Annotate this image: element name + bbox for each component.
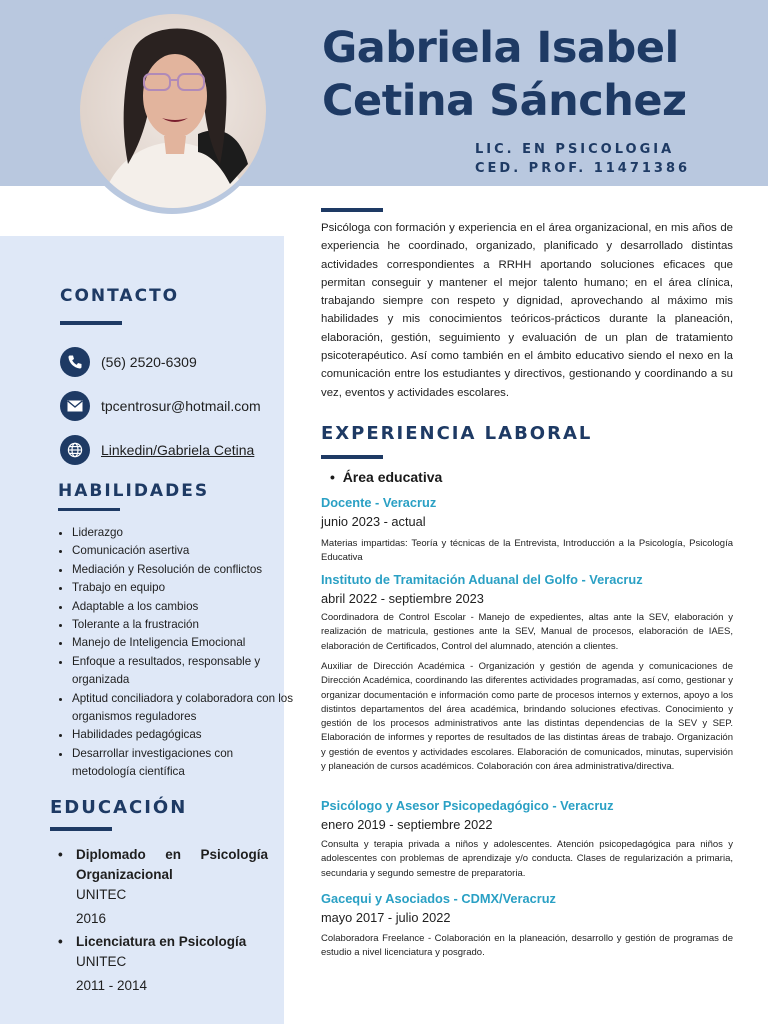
envelope-icon xyxy=(60,391,90,421)
job-description: Coordinadora de Control Escolar - Manejo de expedientes, altas ante la SEV, elaboración y realización de matricula, gestiones ante la SEV, Manual de procesos, elaboración de IAES, elaboración de Certificados, Control del alumnado, atención a clientes. xyxy=(321,612,733,652)
globe-icon xyxy=(60,435,90,465)
job-description: Materias impartidas: Teoría y técnicas de la Entrevista, Introducción a la Psicología, Psicología Educativa xyxy=(321,538,733,564)
education-accent-bar xyxy=(50,827,112,831)
name-line-2: Cetina Sánchez xyxy=(322,76,687,126)
skill-item: • Desarrollar investigaciones con metodología científica xyxy=(72,745,294,782)
skill-item: • Comunicación asertiva xyxy=(72,542,294,560)
job-description: Colaboradora Freelance - Colaboración en la planeación, desarrollo y gestión de programas de estudio a nivel licenciatura y posgrado. xyxy=(321,933,733,959)
skills-list xyxy=(56,524,294,782)
job-description: Consulta y terapia privada a niños y adolescentes. Atención psicopedagógica para niños y adolescentes con problemas de aprendizaje y/o conducta. Clases de regularización a primaria, secundaria y segundo semestre de preparatoria. xyxy=(321,839,733,879)
bullet-icon: • xyxy=(58,847,63,862)
school-name: UNITEC xyxy=(76,887,127,902)
bullet-icon: • xyxy=(330,469,343,485)
job-title: Docente - Veracruz xyxy=(321,495,437,510)
linkedin-link[interactable]: Linkedin/Gabriela Cetina xyxy=(101,442,255,458)
experience-accent-bar xyxy=(321,455,383,459)
job-title: Instituto de Tramitación Aduanal del Golfo - Veracruz xyxy=(321,572,643,587)
job-dates: mayo 2017 - julio 2022 xyxy=(321,910,451,925)
profile-photo xyxy=(80,14,266,208)
degree-name: Diplomado en Psicología Organizacional xyxy=(76,847,268,882)
job-dates: junio 2023 - actual xyxy=(321,514,426,529)
job-title: Gacequi y Asociados - CDMX/Veracruz xyxy=(321,891,556,906)
skills-heading: HABILIDADES xyxy=(58,481,210,501)
phone-icon xyxy=(60,347,90,377)
skill-item: • Habilidades pedagógicas xyxy=(72,726,294,744)
education-years: 2011 - 2014 xyxy=(76,978,148,993)
name-line-1: Gabriela Isabel xyxy=(322,23,679,73)
education-item xyxy=(58,845,268,929)
professional-degree: LIC. EN PSICOLOGIA xyxy=(475,142,675,157)
summary-accent-bar xyxy=(321,208,383,212)
job-dates: abril 2022 - septiembre 2023 xyxy=(321,591,484,606)
job-description: Auxiliar de Dirección Académica - Organización y gestión de agenda y comunicaciones de Dirección Académica, coordinando las diferentes actividades programadas, así como, gestionar y organizar documentación e información como parte de procesos internos y externos, apoyo a los distintos departamentos del área académica, brindando soluciones efectivas. Conocimiento y gestión de los procesos administrativos ante las distintas dependencias de la SEV y SEP. Elaboración de informes y reportes de resultados de las distintas áreas de trabajo. Organización y gestión de eventos y actividades escolares. Elaboración de comunicados, minutas, supervisión y planeación de cursos académicos. Colaboración con área administrativa/directiva. xyxy=(321,661,733,773)
email-address[interactable]: tpcentrosur@hotmail.com xyxy=(101,398,261,414)
school-name: UNITEC xyxy=(76,954,127,969)
job-title: Psicólogo y Asesor Psicopedagógico - Veracruz xyxy=(321,798,614,813)
skill-item: • Aptitud conciliadora y colaboradora con los organismos reguladores xyxy=(72,690,294,727)
skill-item: • Mediación y Resolución de conflictos xyxy=(72,561,294,579)
skill-item: • Enfoque a resultados, responsable y organizada xyxy=(72,653,294,690)
contact-linkedin xyxy=(60,434,254,466)
education-item xyxy=(58,932,268,996)
skills-accent-bar xyxy=(58,508,120,511)
skill-item: • Trabajo en equipo xyxy=(72,579,294,597)
contact-accent-bar xyxy=(60,321,122,325)
full-name xyxy=(322,22,762,128)
degree-name: Licenciatura en Psicología xyxy=(76,934,247,949)
area-label: Área educativa xyxy=(342,469,443,485)
experience-area xyxy=(330,469,442,485)
professional-license: CED. PROF. 11471386 xyxy=(475,161,691,176)
profile-summary: Psicóloga con formación y experiencia en el área organizacional, en mis años de experiencia he coordinado, organizado, planificado y desarrollado distintas actividades correspondientes a RRHH aportando soluciones eficaces que permitan conseguir y mantener el mejor talento humano; en el área clínica, trabajando siempre con respeto y dignidad, aprovechando al máximo mis habilidades y mis conocimientos teóricos-prácticos durante la planeación, elaboración, gestión, seguimiento y evaluación de un plan de tratamiento psicoterapéutico. Así como también en el ámbito educativo siendo el nexo en la comunicación entre los estudiantes y directivos, gestionando y coordinando a su vez, eventos y actividades escolares. xyxy=(321,222,733,399)
experience-heading: EXPERIENCIA LABORAL xyxy=(321,423,593,444)
bullet-icon: • xyxy=(58,934,63,949)
contact-heading: CONTACTO xyxy=(60,286,180,306)
skill-item: • Liderazgo xyxy=(72,524,294,542)
skill-item: • Tolerante a la frustración xyxy=(72,616,294,634)
phone-number: (56) 2520-6309 xyxy=(101,354,197,370)
education-heading: EDUCACIÓN xyxy=(50,797,188,818)
contact-email xyxy=(60,390,261,422)
education-years: 2016 xyxy=(76,911,107,926)
portrait-illustration xyxy=(80,14,266,208)
skill-item: • Adaptable a los cambios xyxy=(72,598,294,616)
skill-item: • Manejo de Inteligencia Emocional xyxy=(72,634,294,652)
job-dates: enero 2019 - septiembre 2022 xyxy=(321,817,493,832)
contact-phone xyxy=(60,346,197,378)
